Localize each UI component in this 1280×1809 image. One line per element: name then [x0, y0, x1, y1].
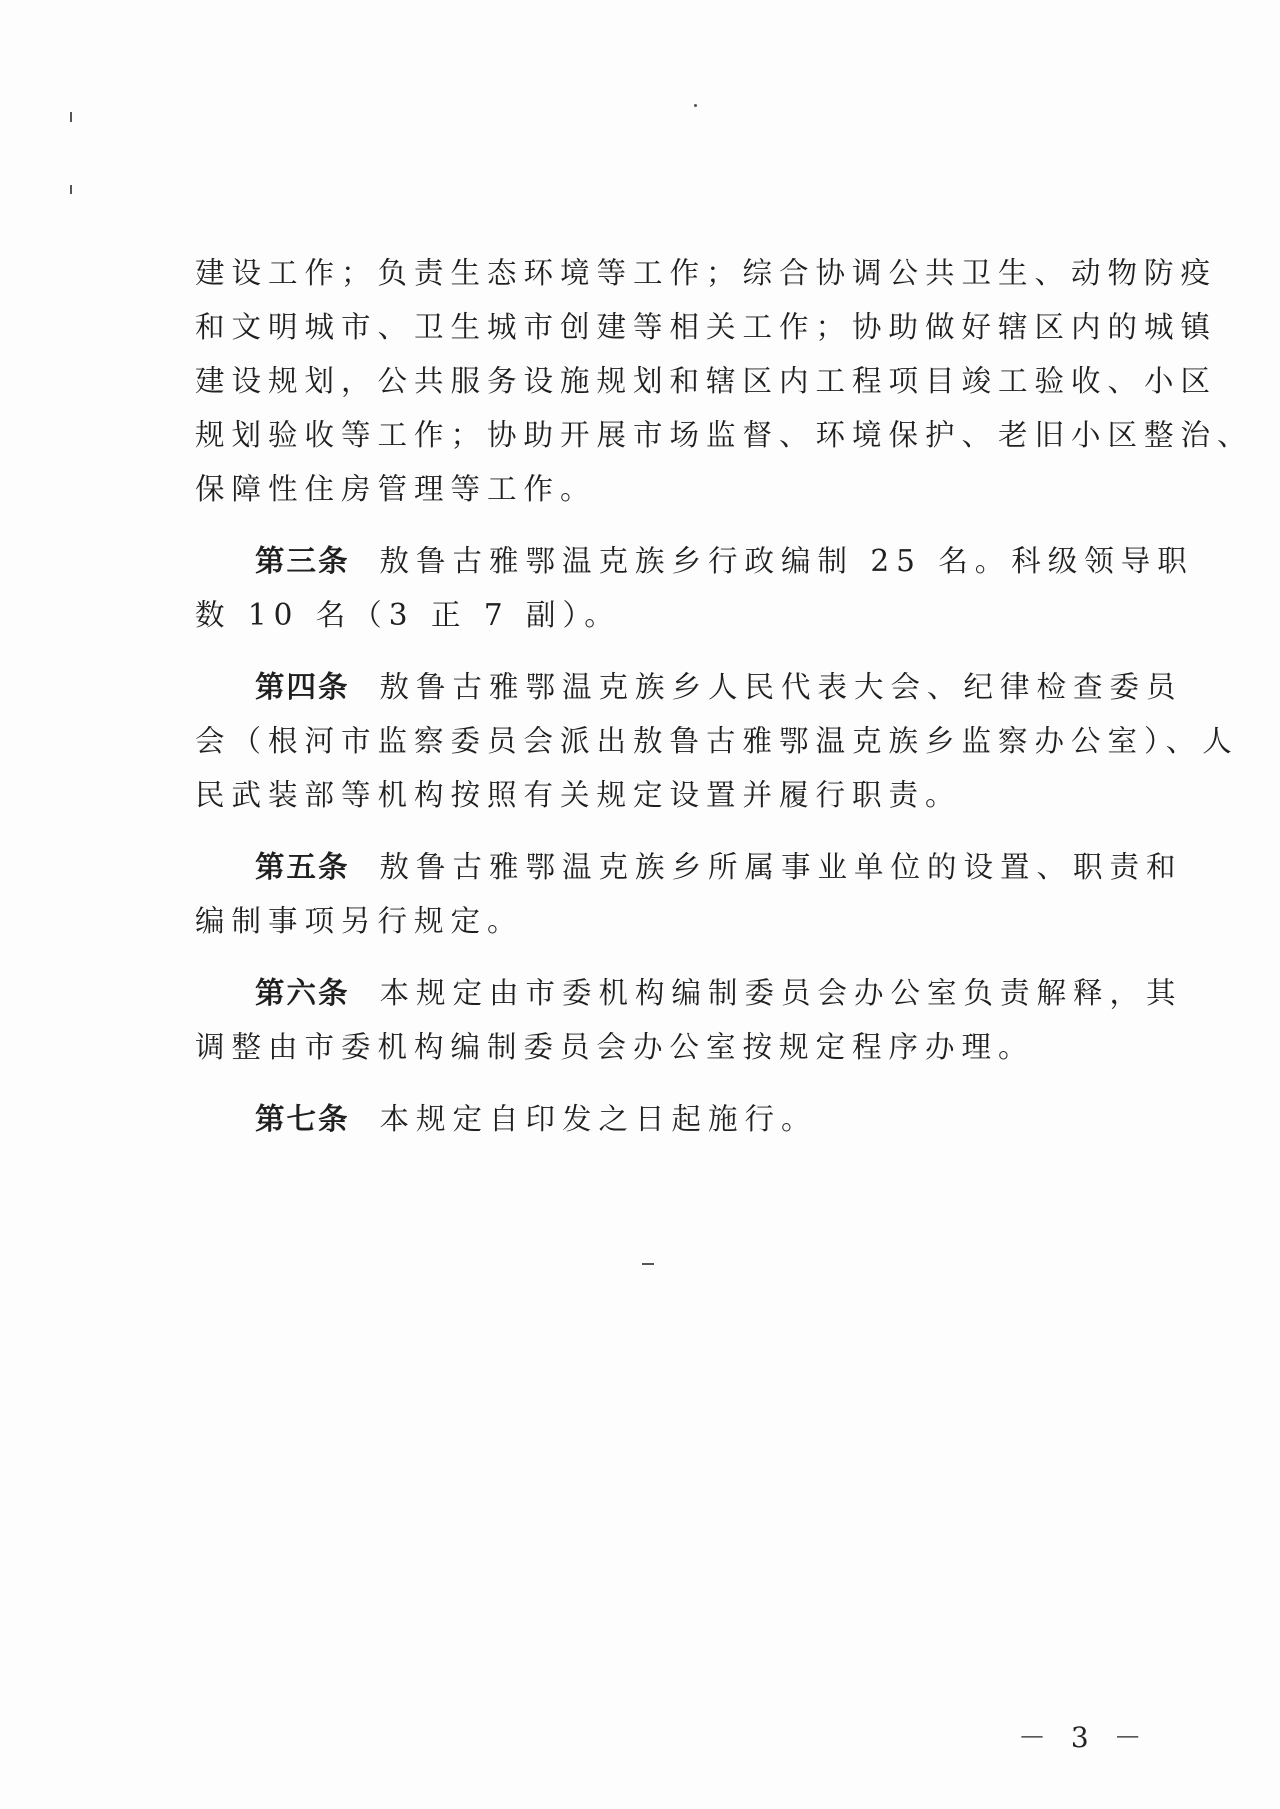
article-3	[195, 534, 1194, 642]
article-first-line	[195, 1092, 1135, 1146]
article-first-line	[195, 660, 1183, 714]
text-line: 调整由市委机构编制委员会办公室按规定程序办理。	[195, 1030, 1035, 1064]
article-text: 本规定自印发之日起施行。	[379, 1102, 818, 1136]
continuation-paragraph	[195, 246, 1254, 516]
article-5	[195, 840, 1183, 948]
article-label: 第七条	[255, 1102, 350, 1136]
text-line: 规划验收等工作；协助开展市场监督、环境保护、老旧小区整治、	[195, 418, 1254, 452]
text-line: 会（根河市监察委员会派出敖鲁古雅鄂温克族乡监察办公室）、人	[195, 724, 1239, 758]
article-label: 第三条	[255, 544, 350, 578]
article-4	[195, 660, 1239, 822]
text-line: 数 10 名（3 正 7 副）。	[195, 598, 621, 632]
text-line: 建设规划，公共服务设施规划和辖区内工程项目竣工验收、小区	[195, 364, 1218, 398]
article-text: 敖鲁古雅鄂温克族乡人民代表大会、纪律检查委员	[379, 670, 1183, 704]
article-text: 敖鲁古雅鄂温克族乡所属事业单位的设置、职责和	[379, 850, 1183, 884]
article-text: 敖鲁古雅鄂温克族乡行政编制 25 名。科级领导职	[379, 544, 1194, 578]
scan-mark	[642, 1263, 654, 1265]
document-body	[195, 246, 1254, 1146]
text-line: 民武装部等机构按照有关规定设置并履行职责。	[195, 778, 962, 812]
article-first-line	[195, 534, 1194, 588]
article-7	[195, 1092, 1135, 1146]
scan-mark	[70, 112, 72, 122]
text-line: 编制事项另行规定。	[195, 904, 524, 938]
text-line: 建设工作；负责生态环境等工作；综合协调公共卫生、动物防疫	[195, 256, 1218, 290]
article-text: 本规定由市委机构编制委员会办公室负责解释，其	[379, 976, 1183, 1010]
article-label: 第四条	[255, 670, 350, 704]
article-label: 第五条	[255, 850, 350, 884]
text-line: 保障性住房管理等工作。	[195, 472, 597, 506]
article-label: 第六条	[255, 976, 350, 1010]
scan-mark	[70, 185, 72, 194]
article-first-line	[195, 840, 1183, 894]
article-6	[195, 966, 1183, 1074]
page-number: － 3 －	[1018, 1721, 1150, 1754]
text-line: 和文明城市、卫生城市创建等相关工作；协助做好辖区内的城镇	[195, 310, 1218, 344]
scan-mark	[694, 104, 697, 107]
article-first-line	[195, 966, 1183, 1020]
